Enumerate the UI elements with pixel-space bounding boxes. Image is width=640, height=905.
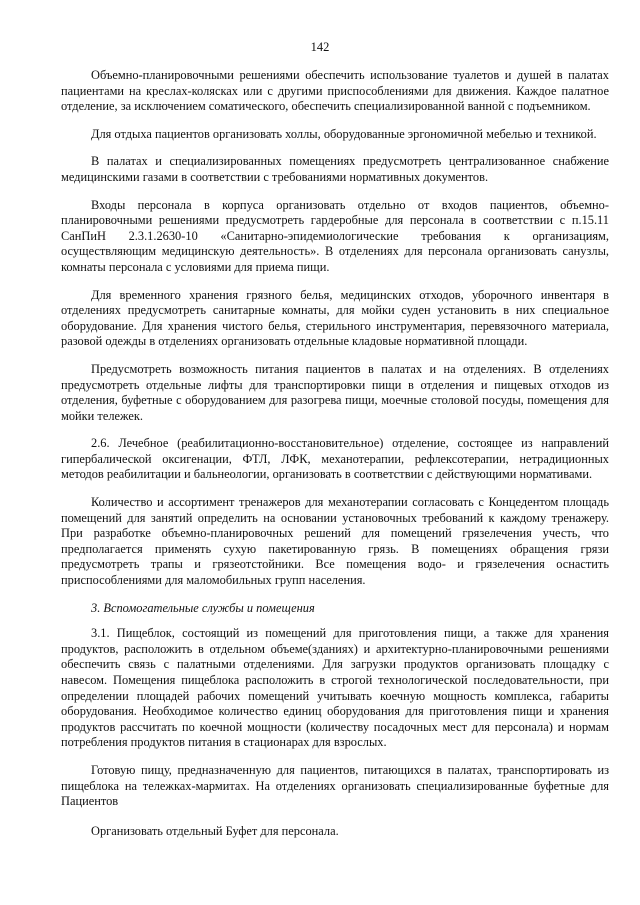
paragraph-patient-halls: Для отдыха пациентов организовать холлы, оборудованные эргономичной мебелью и техникой. [91,126,597,141]
paragraph-patient-meals: Предусмотреть возможность питания пациентов в палатах и на отделениях. В отделениях предусмотреть отдельные лифты для транспортировки пищи в отделения и пищевых отходов из отделения, буфетные с оборудованием для разогрева пищи, моечные столовой посуды, помещения для мойки тележек. [61,361,609,423]
paragraph-mechanotherapy: Количество и ассортимент тренажеров для механотерапии согласовать с Концедентом площадь помещений для занятий определить на основании установочных требований к каждому тренажеру. При разработке объемно-планировочных решений для помещений грязелечения учесть, что предполагается применять сухую пакетированную грязь. В помещениях обращения грязи предусмотреть трапы и грязеотстойники. Все помещения водо- и грязелечения оснастить приспособлениями для маломобильных групп населения. [61,495,609,588]
paragraph-food-transport: Готовую пищу, предназначенную для пациентов, питающихся в палатах, транспортировать из пищеблока на тележках-мармитах. На отделениях организовать специализированные буфетные для Пациентов [61,762,609,809]
section-heading-auxiliary-services: 3. Вспомогательные службы и помещения [91,600,315,615]
document-body [61,68,609,851]
paragraph-rehabilitation-department: 2.6. Лечебное (реабилитационно-восстановительное) отделение, состоящее из направлений гипербалической оксигенации, ФТЛ, ЛФК, механотерапии, рефлексотерапии, нетрадиционных методов реабилитации и бальнеологии, организовать в соответствии с действующими нормативами. [61,436,609,482]
paragraph-accessible-toilets: Объемно-планировочными решениями обеспечить использование туалетов и душей в палатах пациентами на креслах-колясках или с другими приспособлениями для движения. Каждое палатное отделение, за исключением соматического, обеспечить специализированной ванной с подъемником. [61,68,609,114]
paragraph-storage-rooms: Для временного хранения грязного белья, медицинских отходов, уборочного инвентаря в отделениях предусмотреть санитарные комнаты, для мойки суден установить в них специальное оборудование. Для хранения чистого белья, стерильного инструментария, перевязочного материала, разовой одежды в отделениях организовать отдельные кладовые нормативной площади. [61,287,609,349]
paragraph-medical-gases: В палатах и специализированных помещениях предусмотреть централизованное снабжение медицинскими газами в соответствии с требованиями нормативных документов. [61,154,609,184]
page-number: 142 [310,40,330,54]
paragraph-staff-buffet: Организовать отдельный Буфет для персонала. [91,823,339,838]
paragraph-staff-entrances: Входы персонала в корпуса организовать отдельно от входов пациентов, объемно-планировочными решениями предусмотреть гардеробные для персонала в соответствии с п.15.11 СанПиН 2.3.1.2630-10 «Санитарно-эпидемиологические требования к организациям, осуществляющим медицинскую деятельность». В отделениях для персонала организовать санузлы, комнаты персонала с условиями для приема пищи. [61,197,609,274]
paragraph-food-unit: 3.1. Пищеблок, состоящий из помещений для приготовления пищи, а также для хранения продуктов, расположить в отдельном объеме(зданиях) и архитектурно-планировочными решениями обеспечить связь с палатными отделениями. Для загрузки продуктов организовать площадку с навесом. Помещения пищеблока расположить в строгой технологической последовательности, при определении площадей рабочих помещений учитывать коечную мощность комплекса, габариты оборудования. Необходимое количество единиц оборудования для приготовления пищи и хранения продуктов рассчитать по коечной мощности (количеству посадочных мест для персонала) и нормам потребления продуктов питания в стационарах для взрослых. [61,626,609,750]
